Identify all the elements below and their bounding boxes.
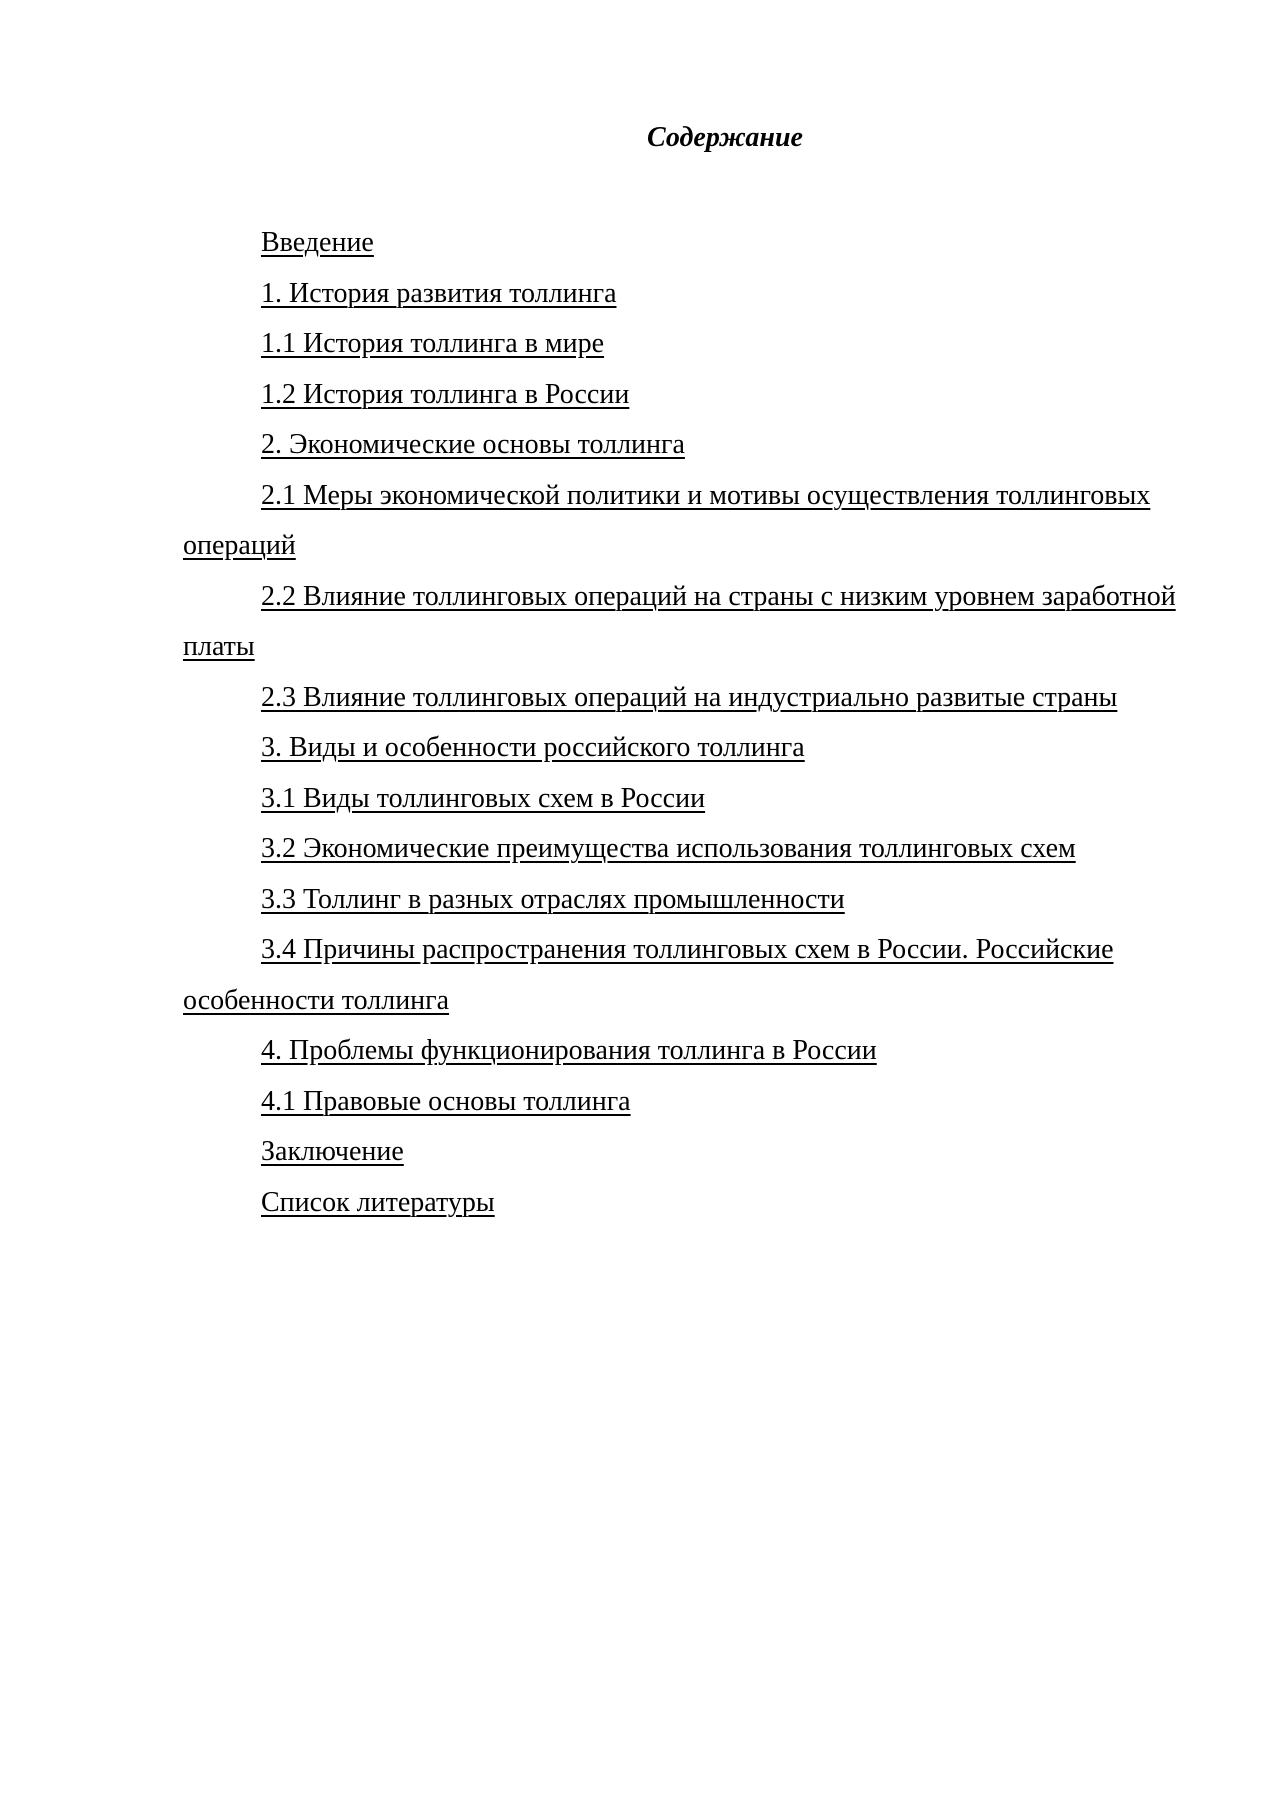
toc-link[interactable]: 3.3 Толлинг в разных отраслях промышленности xyxy=(261,883,845,915)
toc-entry-2-1 xyxy=(183,471,1183,572)
toc-link[interactable]: Заключение xyxy=(261,1136,404,1167)
toc-link[interactable]: 3. Виды и особенности российского толлинга xyxy=(261,732,805,763)
toc-link[interactable]: 1. История развития толлинга xyxy=(261,277,617,309)
toc-link[interactable]: 4.1 Правовые основы толлинга xyxy=(261,1085,631,1117)
toc-entry-3 xyxy=(183,723,1183,774)
toc-title: Содержание xyxy=(647,122,803,153)
toc-link[interactable]: 2.1 Меры экономической политики и мотивы осуществления толлинговых операций xyxy=(183,479,1151,561)
toc-entry-3-2 xyxy=(183,824,1183,875)
toc-entry-2-3 xyxy=(183,673,1183,724)
toc-entry-1 xyxy=(183,269,1183,320)
toc-entry-3-3 xyxy=(183,875,1183,926)
toc-link[interactable]: Введение xyxy=(261,227,374,258)
toc-entry-4 xyxy=(183,1026,1183,1077)
toc-entry-1-1 xyxy=(183,319,1183,370)
toc-entry-introduction xyxy=(183,218,1183,269)
toc-link[interactable]: Список литературы xyxy=(261,1186,495,1218)
toc-entry-4-1 xyxy=(183,1077,1183,1128)
toc-entry-3-1 xyxy=(183,774,1183,825)
table-of-contents xyxy=(183,218,1183,1228)
toc-link[interactable]: 2. Экономические основы толлинга xyxy=(261,429,685,460)
toc-link[interactable]: 2.2 Влияние толлинговых операций на страны с низким уровнем заработной платы xyxy=(183,580,1176,662)
toc-entry-conclusion xyxy=(183,1127,1183,1178)
toc-entry-2 xyxy=(183,420,1183,471)
toc-link[interactable]: 3.2 Экономические преимущества использования толлинговых схем xyxy=(261,833,1076,864)
toc-link[interactable]: 4. Проблемы функционирования толлинга в России xyxy=(261,1035,877,1066)
toc-link[interactable]: 2.3 Влияние толлинговых операций на индустриально развитые страны xyxy=(261,681,1118,713)
toc-entry-2-2 xyxy=(183,572,1183,673)
toc-entry-1-2 xyxy=(183,370,1183,421)
toc-entry-3-4 xyxy=(183,925,1183,1026)
toc-link[interactable]: 1.1 История толлинга в мире xyxy=(261,328,605,359)
toc-link[interactable]: 3.1 Виды толлинговых схем в России xyxy=(261,782,706,814)
toc-link[interactable]: 3.4 Причины распространения толлинговых схем в России. Российские особенности толлинга xyxy=(183,934,1114,1016)
toc-entry-bibliography xyxy=(183,1178,1183,1229)
toc-link[interactable]: 1.2 История толлинга в России xyxy=(261,378,630,410)
